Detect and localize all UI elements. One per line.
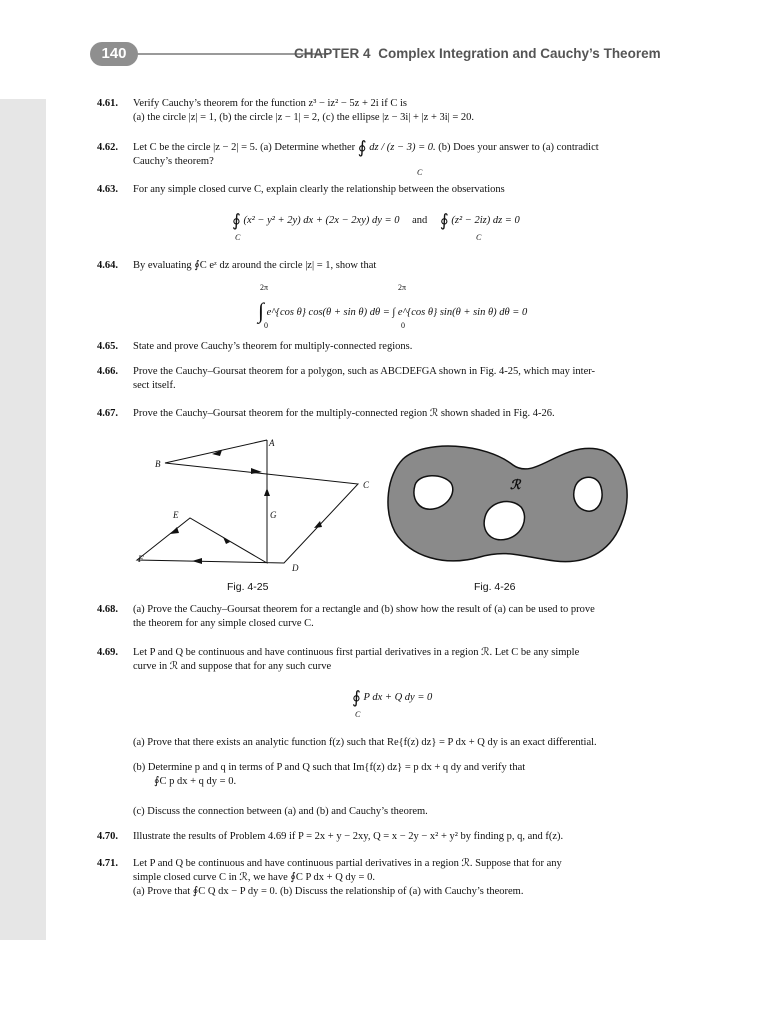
polygon-path	[137, 440, 358, 563]
figure-4-26	[385, 437, 635, 572]
problem-text: Let P and Q be continuous and have continuous partial derivatives in a region ℛ. Suppose that for any	[133, 858, 562, 869]
problem-4-70	[97, 830, 677, 844]
problem-4-63	[97, 183, 677, 197]
page-margin-band	[0, 99, 46, 940]
problem-4-64	[97, 259, 677, 273]
equation-right: (z² − 2iz) dz = 0	[451, 215, 520, 226]
contour-label: C	[235, 233, 241, 242]
lower-limit: 0	[401, 321, 405, 330]
problem-text: Illustrate the results of Problem 4.69 if P = 2x + y − 2xy, Q = x − 2y − x² + y² by finding p, q, and f(z).	[133, 831, 564, 842]
chapter-title: Complex Integration and Cauchy’s Theorem	[378, 46, 661, 61]
problem-number: 4.63.	[97, 184, 118, 195]
problem-text-line2: simple closed curve C in ℛ, we have ∮C P dx + Q dy = 0.	[133, 872, 375, 883]
problem-text-line3: (a) Prove that ∮C Q dx − P dy = 0. (b) Discuss the relationship of (a) with Cauchy’s theorem.	[133, 886, 524, 897]
problem-4-69-a	[97, 736, 677, 750]
problem-text: Let C be the circle |z − 2| = 5. (a) Determine whether	[133, 142, 356, 153]
problem-equation: dz / (z − 3) = 0.	[369, 142, 436, 153]
problem-text-after: (b) Does your answer to (a) contradict	[438, 142, 599, 153]
problem-text: Verify Cauchy’s theorem for the function z³ − iz² − 5z + 2i if C is	[133, 98, 407, 109]
problem-text-line2: the theorem for any simple closed curve C.	[133, 618, 314, 629]
problem-4-69	[97, 646, 677, 674]
problem-4-67	[97, 407, 677, 421]
region-label: ℛ	[510, 477, 521, 492]
equation-4-64	[258, 298, 527, 324]
problem-text: Let P and Q be continuous and have continuous first partial derivatives in a region ℛ. Let C be any simple	[133, 647, 580, 658]
subpart-b-line2: ∮C p dx + q dy = 0.	[154, 776, 237, 787]
problem-text-line2: curve in ℛ and suppose that for any such curve	[133, 661, 332, 672]
problem-number: 4.70.	[97, 831, 118, 842]
problem-number: 4.71.	[97, 858, 118, 869]
arrow-cd	[314, 521, 322, 528]
vertex-label-b: B	[155, 459, 161, 469]
vertex-label-c: C	[363, 480, 370, 490]
problem-number: 4.69.	[97, 647, 118, 658]
problem-text: State and prove Cauchy’s theorem for multiply-connected regions.	[133, 341, 413, 352]
problem-text: (a) Prove the Cauchy–Goursat theorem for a rectangle and (b) show how the result of (a) can be used to prove	[133, 604, 595, 615]
subpart-b: (b) Determine p and q in terms of P and Q such that Im{f(z) dz} = p dx + q dy and verify that	[133, 762, 526, 773]
problem-text: By evaluating ∮C eᶻ dz around the circle |z| = 1, show that	[133, 260, 377, 271]
contour-integral-sign: ∮	[357, 138, 367, 157]
problem-4-68	[97, 603, 677, 631]
problem-text: For any simple closed curve C, explain clearly the relationship between the observations	[133, 184, 505, 195]
vertex-label-e: E	[173, 510, 179, 520]
problem-text-line2: sect itself.	[133, 380, 176, 391]
problem-number: 4.67.	[97, 408, 118, 419]
equation-body: P dx + Q dy = 0	[363, 692, 433, 703]
equation-and: and	[412, 215, 428, 226]
contour-label: C	[417, 168, 423, 177]
figure-4-25-caption: Fig. 4-25	[227, 581, 269, 593]
equation-left: (x² − y² + 2y) dx + (2x − 2xy) dy = 0	[243, 215, 400, 226]
problem-4-69-c	[97, 805, 677, 819]
subpart-a: (a) Prove that there exists an analytic function f(z) such that Re{f(z) dz} = P dx + Q dy is an exact differential.	[133, 737, 597, 748]
upper-limit: 2π	[398, 283, 407, 292]
problem-4-69-b	[97, 761, 677, 789]
vertex-label-f: F	[138, 554, 144, 564]
problem-number: 4.68.	[97, 604, 118, 615]
upper-limit: 2π	[260, 283, 269, 292]
arrow-de	[192, 558, 202, 564]
equation-4-69	[352, 688, 432, 708]
contour-integral-sign: ∮	[352, 688, 361, 707]
vertex-label-g: G	[270, 510, 277, 520]
equation-body: e^{cos θ} cos(θ + sin θ) dθ = ∫ e^{cos θ} sin(θ + sin θ) dθ = 0	[266, 307, 528, 318]
contour-integral-sign: ∮	[232, 211, 241, 230]
figure-4-25	[130, 432, 390, 582]
problem-number: 4.65.	[97, 341, 118, 352]
problem-4-62	[97, 138, 677, 177]
problem-text-line2: (a) the circle |z| = 1, (b) the circle |z − 1| = 2, (c) the ellipse |z − 3i| + |z + 3i| = 20.	[133, 112, 475, 123]
problem-4-65	[97, 340, 677, 354]
arrow-ga	[264, 488, 270, 496]
problem-text: Prove the Cauchy–Goursat theorem for the multiply-connected region ℛ shown shaded in Fig. 4-26.	[133, 408, 555, 419]
problem-text-line2: Cauchy’s theorem?	[133, 156, 214, 167]
equation-4-63	[232, 211, 520, 231]
vertex-label-d: D	[292, 563, 299, 573]
problem-number: 4.61.	[97, 98, 118, 109]
contour-integral-sign: ∮	[439, 211, 449, 230]
vertex-label-a: A	[269, 438, 275, 448]
problem-4-61	[97, 97, 677, 125]
problem-text: Prove the Cauchy–Goursat theorem for a polygon, such as ABCDEFGA shown in Fig. 4-25, which may inter-	[133, 366, 596, 377]
problem-4-71	[97, 857, 677, 899]
page-header	[0, 0, 758, 70]
lower-limit: 0	[264, 321, 268, 330]
subpart-c: (c) Discuss the connection between (a) and (b) and Cauchy’s theorem.	[133, 806, 428, 817]
integral-sign: ∫	[258, 298, 265, 323]
page-number: 140	[90, 42, 138, 66]
hole-right	[574, 477, 602, 511]
chapter-heading	[290, 46, 661, 61]
contour-label: C	[476, 233, 482, 242]
problem-4-66	[97, 365, 677, 393]
problem-number: 4.64.	[97, 260, 118, 271]
problem-number: 4.62.	[97, 142, 118, 153]
problem-number: 4.66.	[97, 366, 118, 377]
chapter-label: CHAPTER 4	[294, 46, 371, 61]
contour-label: C	[355, 710, 361, 719]
figure-4-26-caption: Fig. 4-26	[474, 581, 516, 593]
